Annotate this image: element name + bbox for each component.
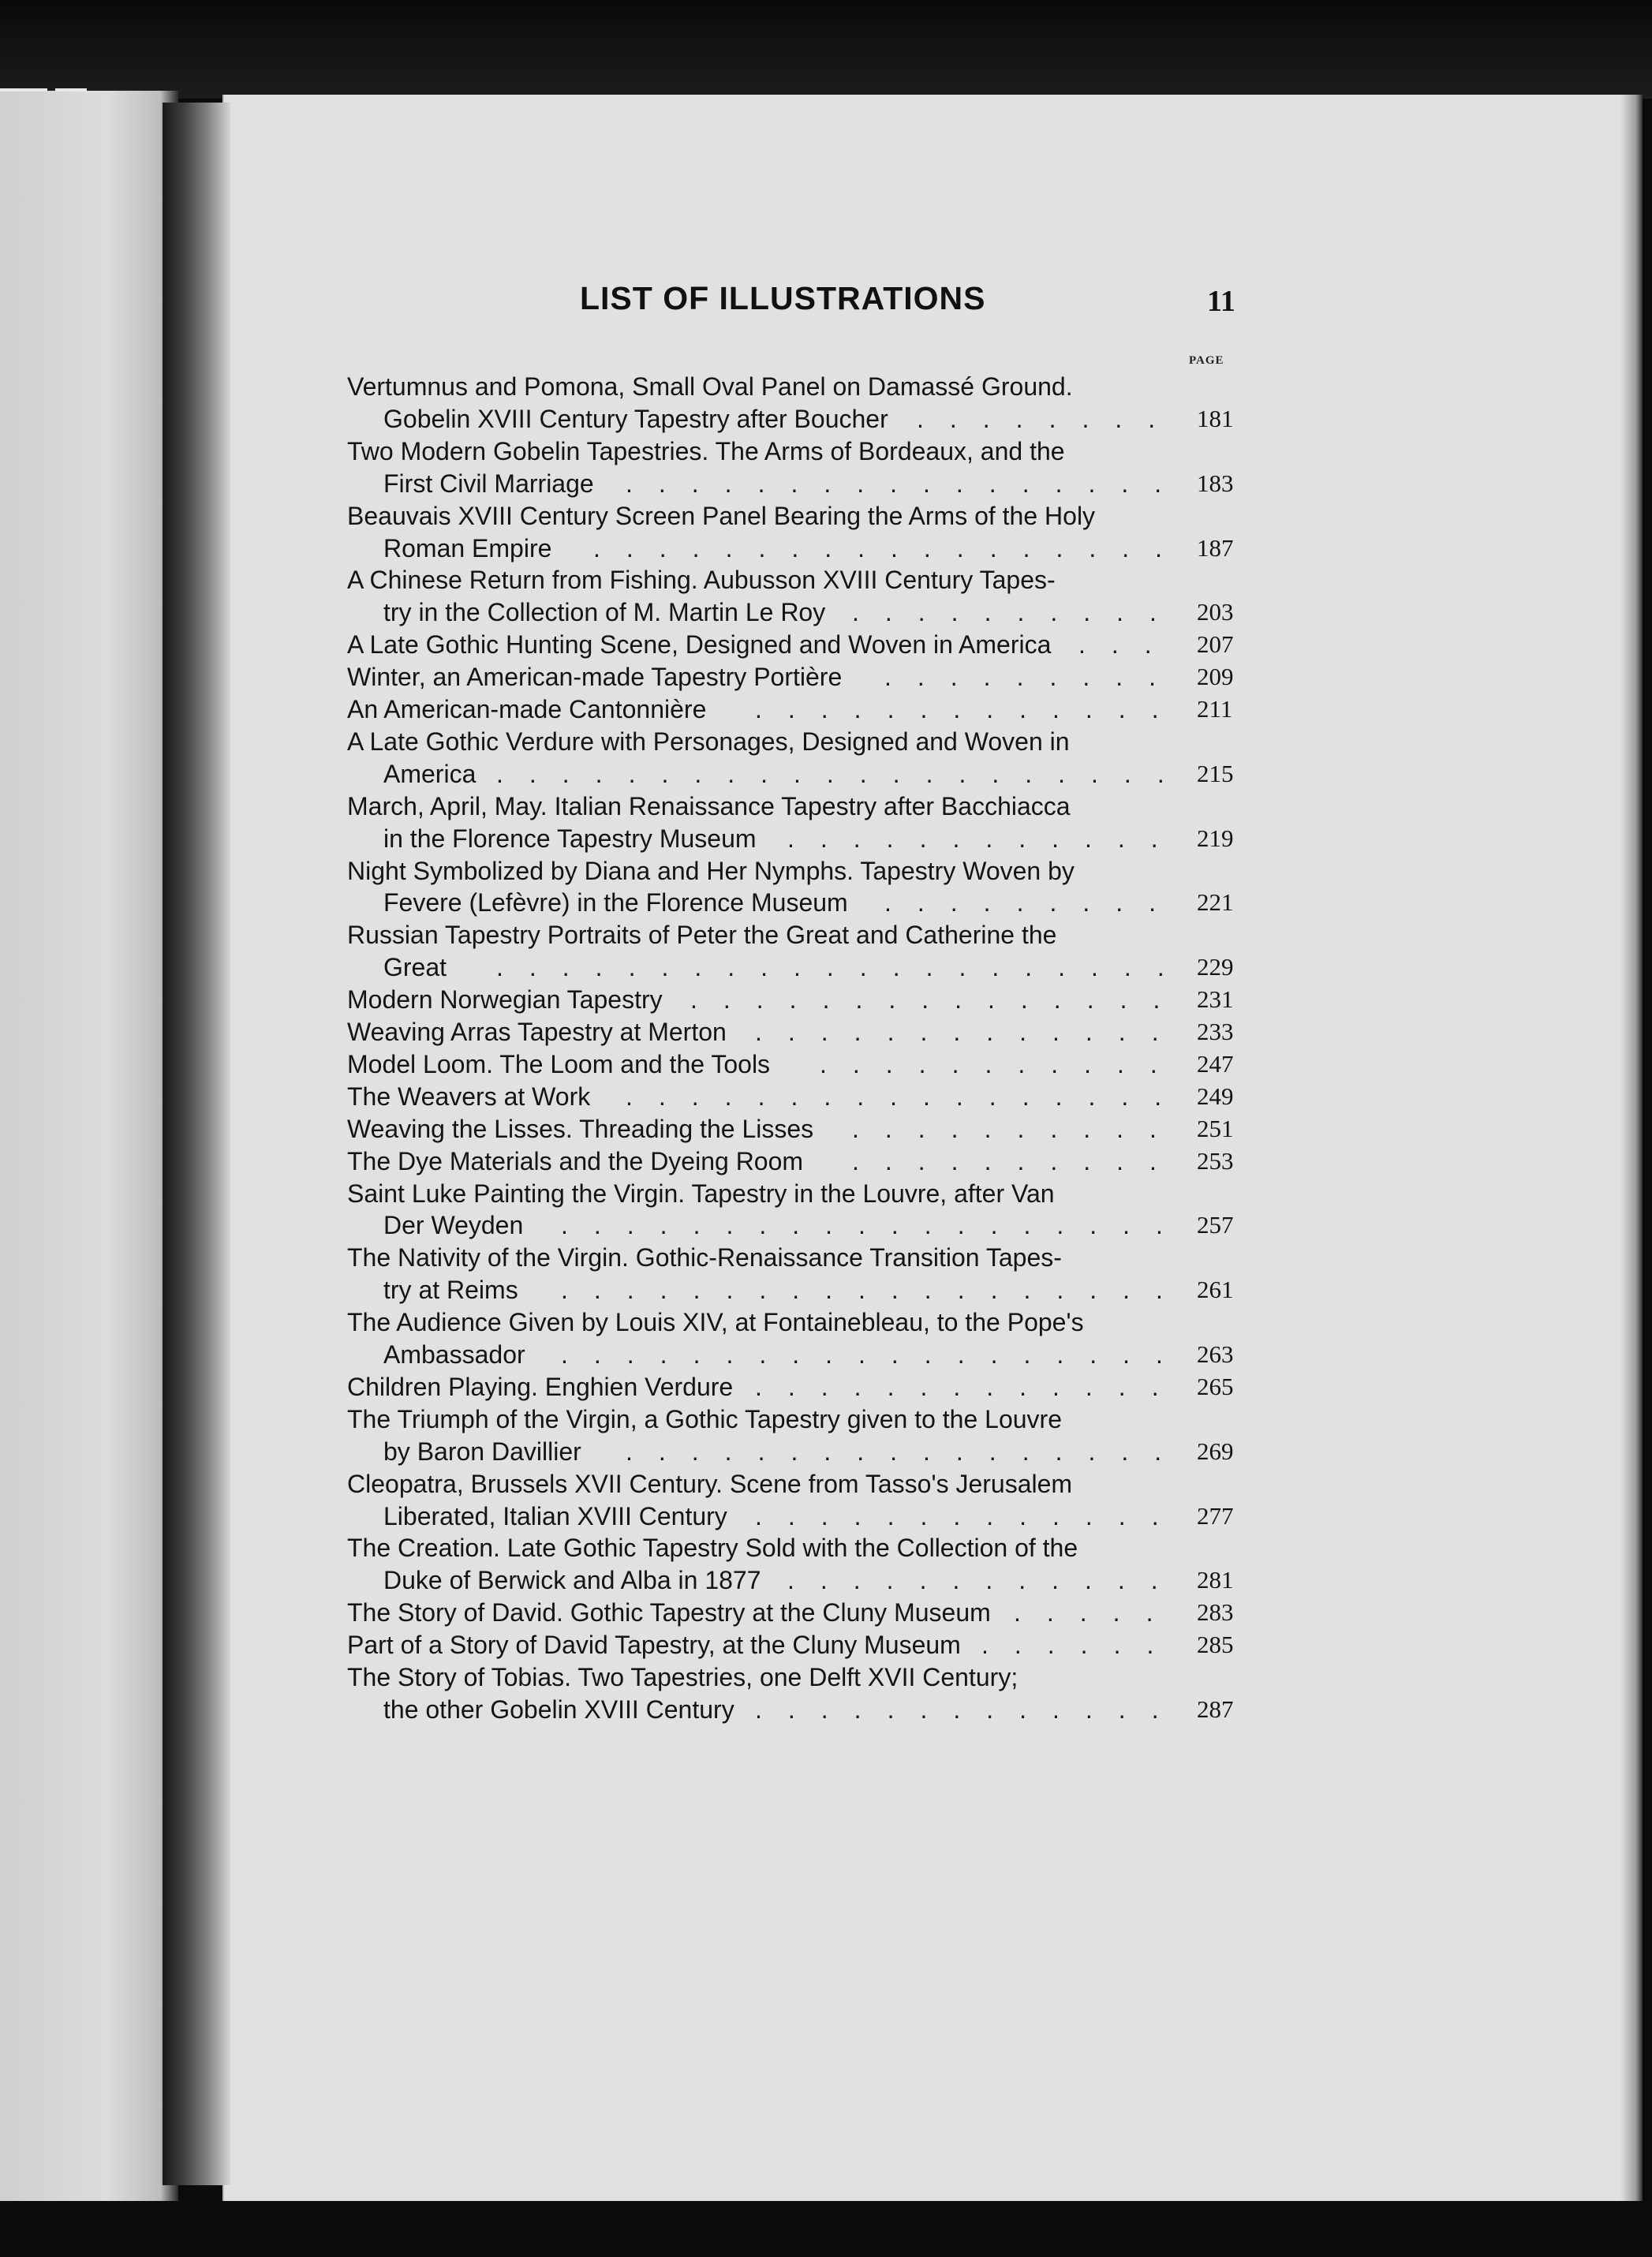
leader-dots: ...... xyxy=(981,1631,1180,1660)
entry-continuation-line: Roman Empire xyxy=(383,533,552,562)
entry-continuation-line: try at Reims xyxy=(383,1276,518,1305)
entry-continuation-line: by Baron Davillier xyxy=(383,1437,581,1466)
entry-title-line: A Chinese Return from Fishing. Aubusson XVIII Century Tapes- xyxy=(347,566,1056,595)
entry-page-number: 251 xyxy=(1197,1114,1234,1142)
entry-page-number: 247 xyxy=(1197,1049,1234,1078)
entry-continuation-line: Great xyxy=(383,953,447,982)
entry-page-number: 265 xyxy=(1197,1372,1234,1400)
entry-title-line: Russian Tapestry Portraits of Peter the Great and Catherine the xyxy=(347,921,1057,950)
entry-page-number: 257 xyxy=(1197,1211,1234,1239)
entry-title-line: Children Playing. Enghien Verdure xyxy=(347,1372,734,1401)
leader-dots: ..... xyxy=(1014,1598,1179,1627)
leader-dots: .......... xyxy=(852,598,1183,627)
entry-title-line: The Creation. Late Gothic Tapestry Sold with the Collection of the xyxy=(347,1534,1078,1563)
leader-dots: ... xyxy=(1078,630,1178,660)
entry-title-line: The Audience Given by Louis XIV, at Fontainebleau, to the Pope's xyxy=(347,1308,1084,1337)
entry-page-number: 261 xyxy=(1197,1276,1234,1304)
entry-page-number: 233 xyxy=(1197,1018,1234,1045)
entry-page-number: 269 xyxy=(1197,1437,1234,1465)
entry-continuation-line: try in the Collection of M. Martin Le Roy xyxy=(383,598,826,627)
leader-dots: ......... xyxy=(884,663,1183,692)
leader-dots: ................... xyxy=(561,1276,1189,1305)
leader-dots: ............. xyxy=(755,1018,1185,1046)
leader-dots: ................. xyxy=(626,469,1188,498)
leader-dots: ......... xyxy=(884,888,1183,917)
entry-title-line: Vertumnus and Pomona, Small Oval Panel on Damassé Ground. xyxy=(347,372,1073,401)
entry-title-line: Weaving Arras Tapestry at Merton xyxy=(347,1018,727,1046)
entry-page-number: 277 xyxy=(1197,1501,1234,1530)
entry-page-number: 229 xyxy=(1197,953,1234,981)
entry-title-line: A Late Gothic Hunting Scene, Designed and Woven in America xyxy=(347,630,1052,660)
leader-dots: ............. xyxy=(755,695,1185,723)
page-number: 11 xyxy=(1207,285,1235,318)
leader-dots: ............ xyxy=(787,824,1184,853)
entry-page-number: 285 xyxy=(1197,1631,1234,1659)
leader-dots: ................. xyxy=(626,1437,1188,1466)
entry-continuation-line: the other Gobelin XVIII Century xyxy=(383,1695,734,1724)
entry-page-number: 215 xyxy=(1197,759,1234,787)
entry-title-line: The Triumph of the Virgin, a Gothic Tapestry given to the Louvre xyxy=(347,1404,1062,1433)
leader-dots: ................... xyxy=(561,1340,1189,1369)
entry-title-line: Weaving the Lisses. Threading the Lisses xyxy=(347,1114,814,1143)
entry-title-line: A Late Gothic Verdure with Personages, Designed and Woven in xyxy=(347,727,1070,756)
entry-continuation-line: Gobelin XVIII Century Tapestry after Boucher xyxy=(383,404,888,433)
entry-continuation-line: Ambassador xyxy=(383,1340,525,1369)
entry-title-line: Beauvais XVIII Century Screen Panel Bearing the Arms of the Holy xyxy=(347,501,1096,530)
entry-title-line: The Nativity of the Virgin. Gothic-Renaissance Transition Tapes- xyxy=(347,1243,1062,1272)
entry-page-number: 231 xyxy=(1197,985,1234,1014)
leader-dots: ..................... xyxy=(496,759,1190,788)
entry-page-number: 207 xyxy=(1197,630,1234,659)
entry-continuation-line: First Civil Marriage xyxy=(383,469,594,498)
entry-page-number: 209 xyxy=(1197,663,1234,691)
entry-page-number: 221 xyxy=(1197,888,1234,917)
entry-page-number: 187 xyxy=(1197,533,1234,562)
entry-title-line: The Story of David. Gothic Tapestry at the Cluny Museum xyxy=(347,1598,991,1627)
entry-title-line: Winter, an American-made Tapestry Portière xyxy=(347,663,843,692)
entry-continuation-line: America xyxy=(383,759,477,788)
entry-page-number: 283 xyxy=(1197,1598,1234,1627)
leader-dots: ................... xyxy=(561,1211,1189,1240)
entry-title-line: Part of a Story of David Tapestry, at the Cluny Museum xyxy=(347,1631,961,1660)
entry-page-number: 263 xyxy=(1197,1340,1234,1368)
entry-page-number: 181 xyxy=(1197,404,1234,432)
entry-continuation-line: in the Florence Tapestry Museum xyxy=(383,824,757,853)
entry-title-line: March, April, May. Italian Renaissance Tapestry after Bacchiacca xyxy=(347,791,1071,820)
leader-dots: ........ xyxy=(917,404,1182,433)
entry-continuation-line: Fevere (Lefèvre) in the Florence Museum xyxy=(383,888,848,917)
entry-title-line: Saint Luke Painting the Virgin. Tapestry in the Louvre, after Van xyxy=(347,1179,1055,1208)
entry-page-number: 253 xyxy=(1197,1146,1234,1175)
leader-dots: ............. xyxy=(755,1695,1185,1724)
entry-page-number: 211 xyxy=(1197,695,1233,723)
leader-dots: ................. xyxy=(626,1082,1188,1111)
entry-continuation-line: Liberated, Italian XVIII Century xyxy=(383,1501,727,1530)
leader-dots: .................. xyxy=(593,533,1189,562)
entry-page-number: 287 xyxy=(1197,1695,1234,1723)
entry-title-line: Cleopatra, Brussels XVII Century. Scene from Tasso's Jerusalem xyxy=(347,1469,1073,1498)
entry-title-line: The Story of Tobias. Two Tapestries, one Delft XVII Century; xyxy=(347,1663,1018,1691)
entry-page-number: 281 xyxy=(1197,1566,1234,1594)
entry-continuation-line: Der Weyden xyxy=(383,1211,524,1240)
entry-page-number: 183 xyxy=(1197,469,1234,497)
page-column-label: PAGE xyxy=(1189,354,1224,367)
entry-title-line: An American-made Cantonnière xyxy=(347,695,707,723)
leader-dots: .......... xyxy=(852,1146,1183,1175)
entry-page-number: 219 xyxy=(1197,824,1234,852)
entry-title-line: Night Symbolized by Diana and Her Nymphs. Tapestry Woven by xyxy=(347,856,1075,885)
entry-title-line: The Weavers at Work xyxy=(347,1082,591,1111)
entry-title-line: The Dye Materials and the Dyeing Room xyxy=(347,1146,804,1175)
leader-dots: ............ xyxy=(787,1566,1184,1595)
page-title: LIST OF ILLUSTRATIONS xyxy=(580,280,986,316)
entry-page-number: 249 xyxy=(1197,1082,1234,1110)
leader-dots: ............. xyxy=(755,1501,1185,1530)
leader-dots: ........... xyxy=(820,1049,1183,1078)
leader-dots: ............. xyxy=(755,1372,1185,1401)
entry-title-line: Modern Norwegian Tapestry xyxy=(347,985,663,1015)
entry-title-line: Model Loom. The Loom and the Tools xyxy=(347,1049,771,1078)
entry-page-number: 203 xyxy=(1197,598,1234,626)
leader-dots: ............... xyxy=(690,985,1187,1015)
entry-title-line: Two Modern Gobelin Tapestries. The Arms of Bordeaux, and the xyxy=(347,436,1065,465)
leader-dots: ..................... xyxy=(496,953,1190,982)
leader-dots: .......... xyxy=(852,1114,1183,1143)
entry-continuation-line: Duke of Berwick and Alba in 1877 xyxy=(383,1566,761,1595)
